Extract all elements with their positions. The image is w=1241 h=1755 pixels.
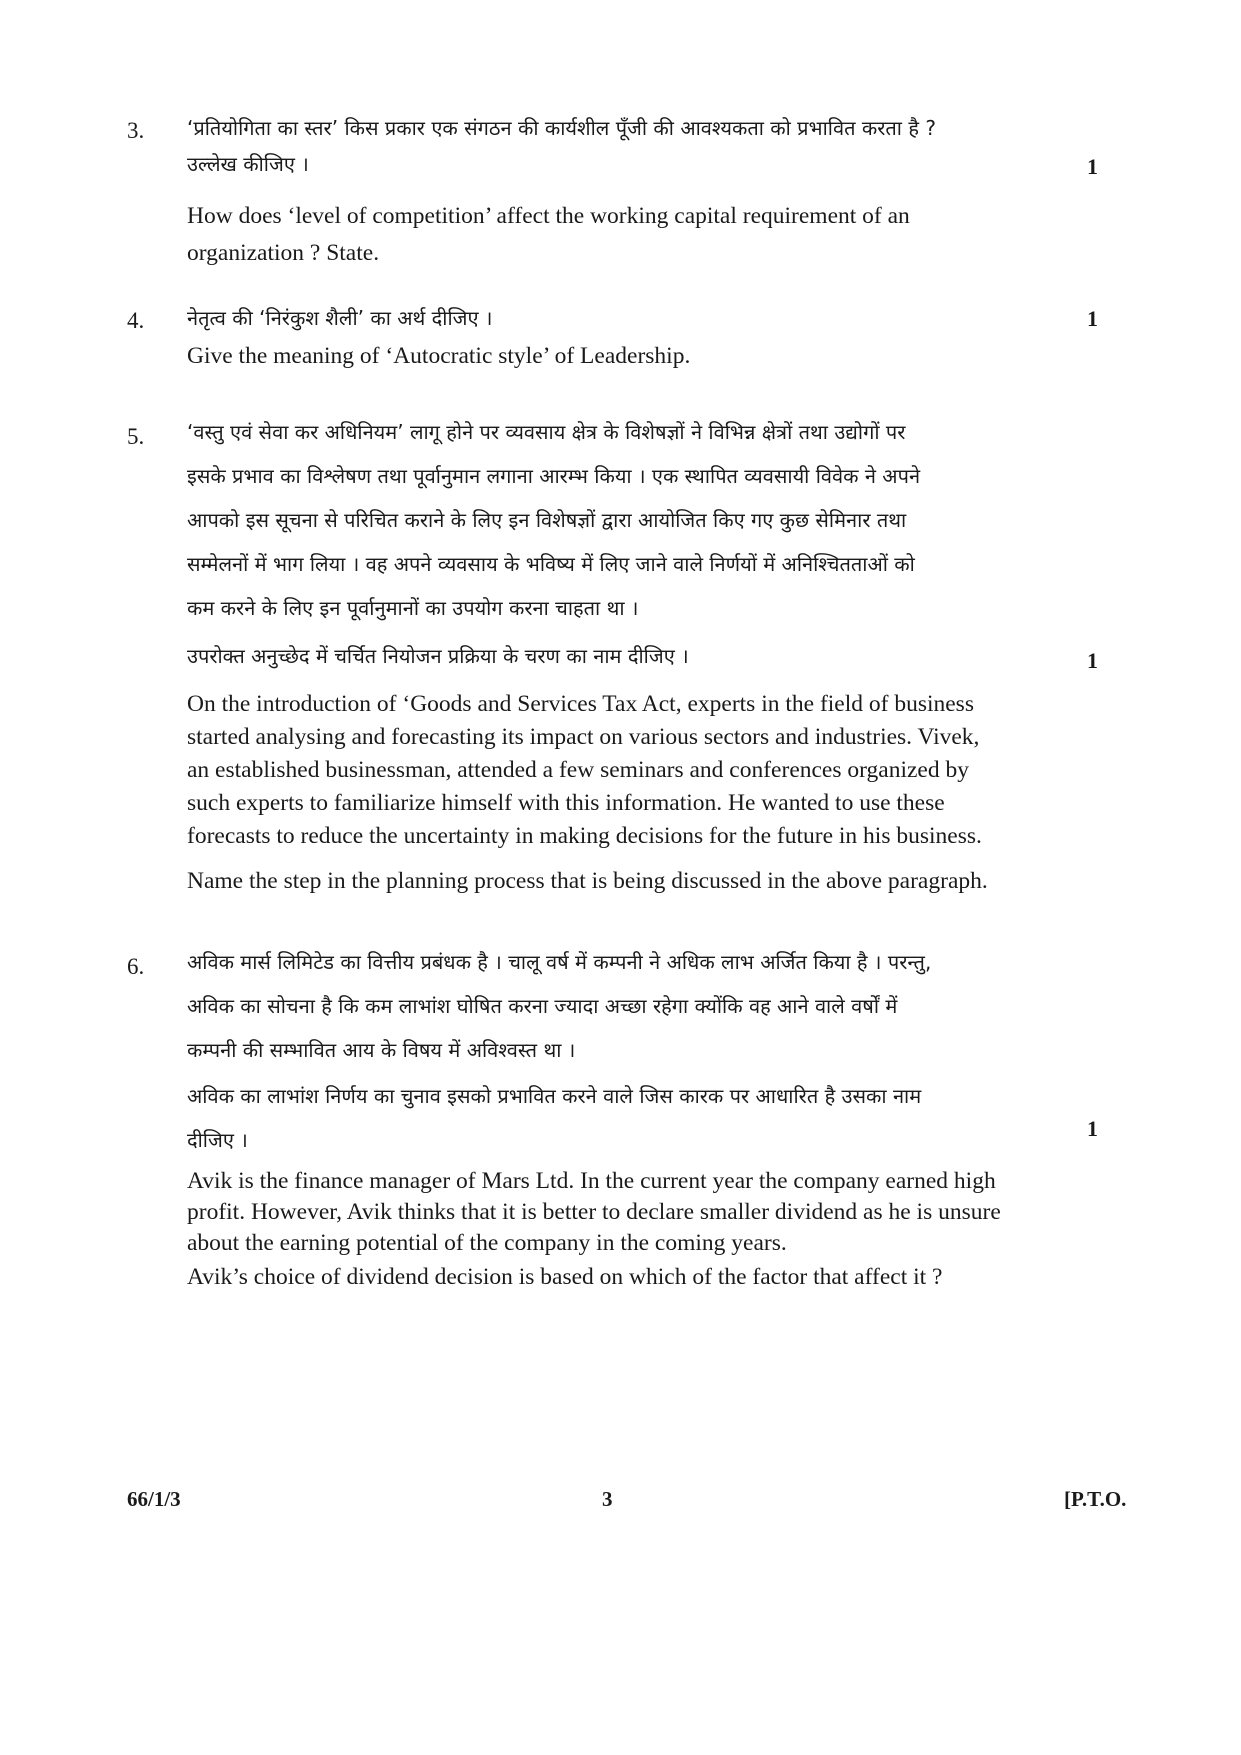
english-text: How does ‘level of competition’ affect the working capital requirement of an organization ? State. [187, 203, 910, 266]
question-number: 3. [127, 118, 145, 143]
english-question: Avik’s choice of dividend decision is based on which of the factor that affect it ? [187, 1264, 943, 1290]
hindi-question: उपरोक्त अनुच्छेद में चर्चित नियोजन प्रक्रिया के चरण का नाम दीजिए । [187, 644, 689, 668]
question-body [187, 410, 1067, 900]
english-text: Avik is the finance manager of Mars Ltd. In the current year the company earned high profit. However, Avik thinks that it is better to declare smaller dividend as he is unsure about the earning potential of the company in the coming years. [187, 1168, 1001, 1256]
question-body [187, 300, 1067, 375]
marks-value: 1 [1087, 1116, 1098, 1141]
question-body [187, 940, 1067, 1294]
english-text: Give the meaning of ‘Autocratic style’ of Leadership. [187, 343, 691, 369]
marks-value: 1 [1087, 648, 1098, 673]
question-number: 6. [127, 954, 145, 979]
hindi-text: ‘प्रतियोगिता का स्तर’ किस प्रकार एक संगठन की कार्यशील पूँजी की आवश्यकता को प्रभावित करता है ? उल्लेख कीजिए । [187, 116, 936, 176]
page-number: 3 [602, 1487, 613, 1511]
paper-code: 66/1/3 [127, 1487, 181, 1511]
question-body [187, 110, 1067, 272]
pto-label: [P.T.O. [1064, 1487, 1127, 1511]
english-text: On the introduction of ‘Goods and Services Tax Act, experts in the field of business started analysing and forecasting its impact on various sectors and industries. Vivek, an established businessman, attended a few seminars and conferences organized by such experts to familiarize himself with this information. He wanted to use these forecasts to reduce the uncertainty in making decisions for the future in his business. [187, 691, 982, 849]
marks-value: 1 [1087, 154, 1098, 179]
question-number: 4. [127, 308, 145, 333]
english-question: Name the step in the planning process that is being discussed in the above paragraph. [187, 868, 988, 894]
hindi-text: नेतृत्व की ‘निरंकुश शैली’ का अर्थ दीजिए । [187, 306, 493, 330]
hindi-text: ‘वस्तु एवं सेवा कर अधिनियम’ लागू होने पर व्यवसाय क्षेत्र के विशेषज्ञों ने विभिन्न क्षेत्रों तथा उद्योगों पर इसके प्रभाव का विश्लेषण तथा पूर्वानुमान लगाना आरम्भ किया । एक स्थापित व्यवसायी विवेक ने अपने आपको इस सूचना से परिचित कराने के लिए इन विशेषज्ञों द्वारा आयोजित किए गए कुछ सेमिनार तथा सम्मेलनों में भाग लिया । वह अपने व्यवसाय के भविष्य में लिए जाने वाले निर्णयों में अनिश्चितताओं को कम करने के लिए इन पूर्वानुमानों का उपयोग करना चाहता था । [187, 420, 921, 620]
question-number: 5. [127, 424, 145, 449]
hindi-question: अविक का लाभांश निर्णय का चुनाव इसको प्रभावित करने वाले जिस कारक पर आधारित है उसका नाम दीजिए । [187, 1084, 922, 1152]
hindi-text: अविक मार्स लिमिटेड का वित्तीय प्रबंधक है । चालू वर्ष में कम्पनी ने अधिक लाभ अर्जित किया है । परन्तु, अविक का सोचना है कि कम लाभांश घोषित करना ज्यादा अच्छा रहेगा क्योंकि वह आने वाले वर्षों में कम्पनी की सम्भावित आय के विषय में अविश्वस्त था । [187, 950, 932, 1062]
marks-value: 1 [1087, 306, 1098, 331]
